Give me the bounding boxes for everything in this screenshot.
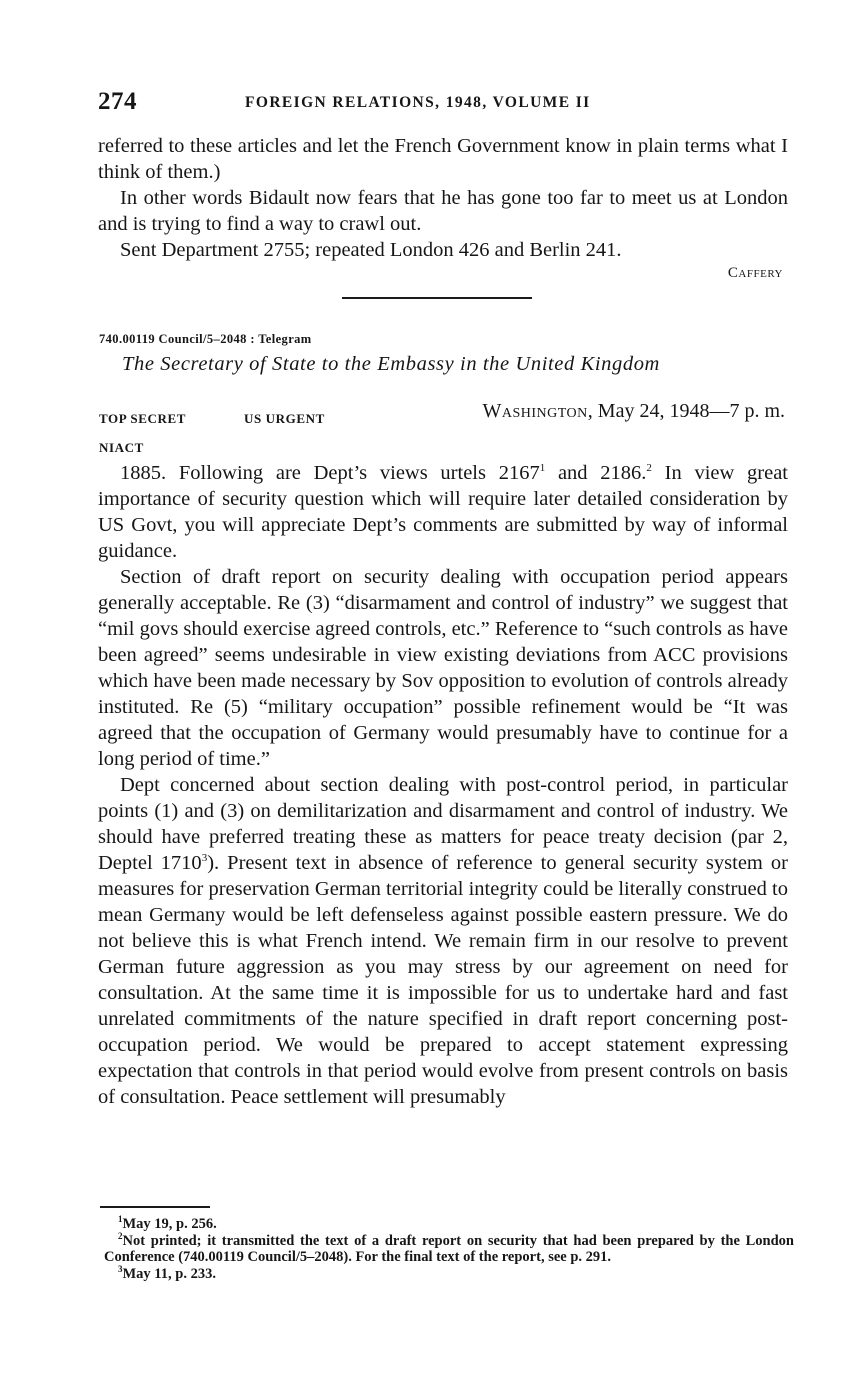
paragraph: Section of draft report on security dealing with occupation period appears generally acceptable. Re (3) “disarmament and control of industry” we suggest that “mil govs should exercise agreed controls, etc.” Reference to “such controls as have been agreed” seems undesirable in view existing deviations from ACC provisions which have been made necessary by Sov opposition to evolution of controls already instituted. Re (5) “military occupation” possible refinement would be “It was agreed that the occupation of Germany would presumably have to continue for a long period of time.”: [98, 566, 788, 770]
paragraph: [98, 460, 788, 564]
footnote-text: Not printed; it transmitted the text of a draft report on security that had been prepared by the London Conference (740.00119 Council/5–2048). For the final text of the report, see p. 291.: [104, 1232, 794, 1265]
footnote: [104, 1230, 794, 1266]
footnote-divider: [100, 1206, 210, 1208]
paragraph: Sent Department 2755; repeated London 426 and Berlin 241.: [120, 239, 622, 261]
footnote: [104, 1263, 794, 1283]
paragraph: [98, 772, 788, 1110]
footnote: [104, 1216, 794, 1233]
document-title: The Secretary of State to the Embassy in the United Kingdom: [122, 353, 660, 375]
niact-label: NIACT: [99, 440, 144, 455]
text-run: In view great importance of security question which will require later detailed consideration by US Govt, you will appreciate Dept’s comments are submitted by way of informal guidance.: [98, 462, 788, 562]
section-divider: [342, 297, 532, 299]
footnote-marker: 1: [118, 1214, 123, 1225]
text-run: Dept concerned about section dealing with post-control period, in particular points (1) and (3) on demilitarization and disarmament and control of industry. We should have preferred treating these as matters for peace treaty decision (par 2, Deptel 1710: [98, 774, 788, 874]
footnote-ref[interactable]: 1: [539, 462, 546, 475]
footnote-marker: 3: [118, 1263, 123, 1274]
dateline-date: , May 24, 1948—7 p. m.: [587, 400, 785, 422]
text-run: and 2186.: [545, 462, 647, 484]
text-run: 1885. Following are Dept’s views urtels 2167: [120, 462, 540, 484]
paragraph: referred to these articles and let the French Government know in plain terms what I think of them.): [98, 135, 788, 183]
paragraph: In other words Bidault now fears that he has gone too far to meet us at London and is trying to find a way to crawl out.: [98, 187, 788, 235]
footnote-text: May 19, p. 256.: [122, 1216, 217, 1232]
signature: Caffery: [727, 265, 783, 281]
footnote-ref[interactable]: 2: [646, 462, 652, 475]
classification-label: TOP SECRET: [99, 411, 187, 426]
telegram-body: [98, 460, 788, 1110]
dateline: [482, 400, 785, 423]
running-head: [98, 88, 788, 124]
page-number: 274: [98, 88, 137, 115]
footnote-text: May 11, p. 233.: [122, 1265, 216, 1282]
dateline-place: Washington: [482, 400, 588, 422]
file-reference: 740.00119 Council/5–2048 : Telegram: [99, 332, 312, 346]
footnotes: [104, 1216, 794, 1282]
running-title: FOREIGN RELATIONS, 1948, VOLUME II: [245, 94, 591, 111]
footnote-marker: 2: [118, 1230, 123, 1241]
footnote-ref[interactable]: 3: [201, 852, 208, 865]
text-run: ). Present text in absence of reference to general security system or measures for preservation German territorial integrity could be literally construed to mean Germany would be left defenseless against possible eastern pressure. We do not believe this is what French intend. We remain firm in our resolve to prevent German future aggression as you may stress by our agreement on need for consultation. At the same time it is impossible for us to undertake hard and fast unrelated commitments of the nature specified in draft report concerning post-occupation period. We would be prepared to accept statement expressing expectation that controls in that period would evolve from present controls on basis of consultation. Peace settlement will presumably: [98, 852, 788, 1108]
previous-document-text: [98, 133, 788, 263]
urgency-label: US URGENT: [244, 411, 325, 426]
